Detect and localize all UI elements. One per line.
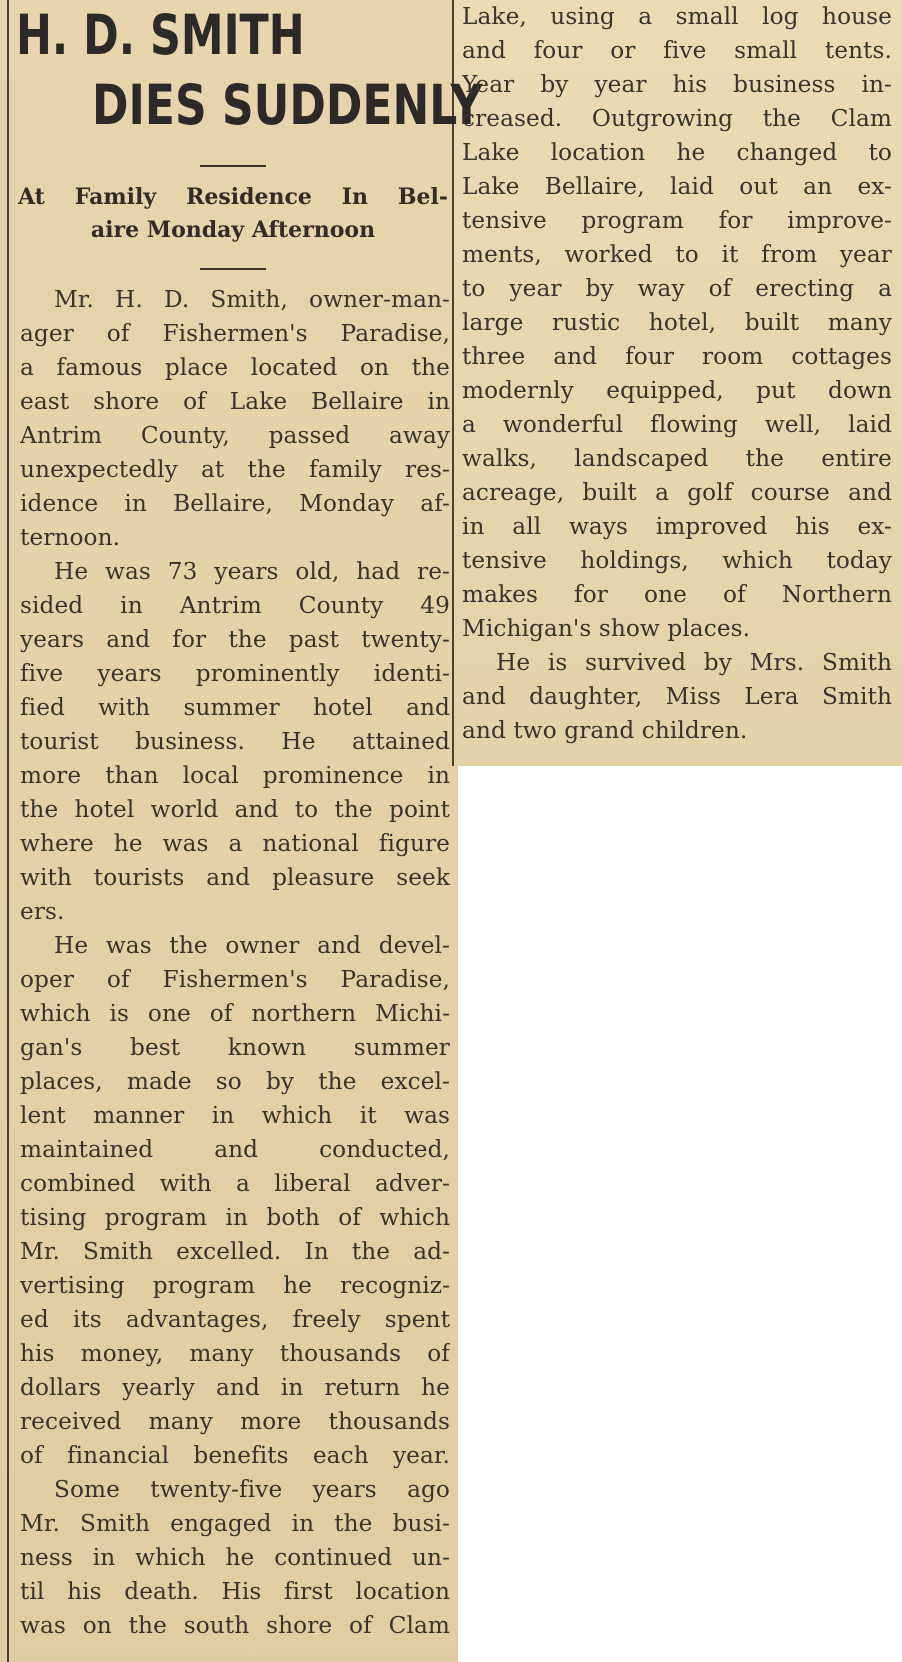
text-line: places, made so by the excel- bbox=[20, 1068, 450, 1095]
text-line: tourist business. He attained bbox=[20, 728, 450, 755]
text-line: walks, landscaped the entire bbox=[462, 445, 892, 472]
divider-rule bbox=[200, 268, 266, 270]
text-line: maintained and conducted, bbox=[20, 1136, 450, 1163]
text-line: ers. bbox=[20, 898, 65, 925]
text-line: the hotel world and to the point bbox=[20, 796, 450, 823]
text-line: makes for one of Northern bbox=[462, 581, 892, 608]
text-line: He was the owner and devel- bbox=[54, 932, 450, 959]
text-line: in all ways improved his ex- bbox=[462, 513, 892, 540]
text-line: He was 73 years old, had re- bbox=[54, 558, 450, 585]
text-line: his money, many thousands of bbox=[20, 1340, 450, 1367]
headline-line-2: DIES SUDDENLY bbox=[92, 73, 483, 137]
text-line: ager of Fishermen's Paradise, bbox=[20, 320, 450, 347]
text-line: and two grand children. bbox=[462, 717, 748, 744]
text-line: large rustic hotel, built many bbox=[462, 309, 892, 336]
text-line: acreage, built a golf course and bbox=[462, 479, 892, 506]
text-line: tising program in both of which bbox=[20, 1204, 450, 1231]
text-line: unexpectedly at the family res- bbox=[20, 456, 450, 483]
text-line: Mr. Smith excelled. In the ad- bbox=[20, 1238, 450, 1265]
text-line: was on the south shore of Clam bbox=[20, 1612, 450, 1639]
text-line: received many more thousands bbox=[20, 1408, 450, 1435]
subheadline bbox=[18, 181, 448, 247]
text-line: Antrim County, passed away bbox=[20, 422, 450, 449]
text-line: sided in Antrim County 49 bbox=[20, 592, 450, 619]
article-body-left bbox=[20, 283, 450, 1643]
text-line: ternoon. bbox=[20, 524, 121, 551]
text-line: til his death. His first location bbox=[20, 1578, 450, 1605]
headline-line-1: H. D. SMITH bbox=[16, 3, 305, 67]
text-line: creased. Outgrowing the Clam bbox=[462, 105, 892, 132]
text-line: of financial benefits each year. bbox=[20, 1442, 450, 1469]
text-line: Some twenty-five years ago bbox=[54, 1476, 450, 1503]
text-line: more than local prominence in bbox=[20, 762, 450, 789]
text-line: east shore of Lake Bellaire in bbox=[20, 388, 450, 415]
text-line: years and for the past twenty- bbox=[20, 626, 450, 653]
subheadline-line-2: aire Monday Afternoon bbox=[90, 217, 376, 243]
column-rule-left bbox=[7, 0, 9, 1662]
text-line: Lake, using a small log house bbox=[462, 3, 892, 30]
text-line: to year by way of erecting a bbox=[462, 275, 892, 302]
text-line: Michigan's show places. bbox=[462, 615, 751, 642]
text-line: dollars yearly and in return he bbox=[20, 1374, 450, 1401]
text-line: a famous place located on the bbox=[20, 354, 450, 381]
divider-rule bbox=[200, 165, 266, 167]
text-line: Mr. H. D. Smith, owner-man- bbox=[54, 286, 450, 313]
text-line: lent manner in which it was bbox=[20, 1102, 450, 1129]
text-line: modernly equipped, put down bbox=[462, 377, 892, 404]
text-line: with tourists and pleasure seek bbox=[20, 864, 450, 891]
text-line: ness in which he continued un- bbox=[20, 1544, 450, 1571]
text-line: and four or five small tents. bbox=[462, 37, 892, 64]
text-line: Lake location he changed to bbox=[462, 139, 892, 166]
text-line: Year by year his business in- bbox=[462, 71, 892, 98]
text-line: and daughter, Miss Lera Smith bbox=[462, 683, 892, 710]
text-line: five years prominently identi- bbox=[20, 660, 450, 687]
text-line: combined with a liberal adver- bbox=[20, 1170, 450, 1197]
text-line: idence in Bellaire, Monday af- bbox=[20, 490, 450, 517]
text-line: Mr. Smith engaged in the busi- bbox=[20, 1510, 450, 1537]
text-line: tensive holdings, which today bbox=[462, 547, 892, 574]
text-line: tensive program for improve- bbox=[462, 207, 892, 234]
text-line: three and four room cottages bbox=[462, 343, 892, 370]
text-line: a wonderful flowing well, laid bbox=[462, 411, 892, 438]
text-line: oper of Fishermen's Paradise, bbox=[20, 966, 450, 993]
text-line: ments, worked to it from year bbox=[462, 241, 892, 268]
subheadline-line-1: At Family Residence In Bel- bbox=[18, 184, 448, 210]
text-line: which is one of northern Michi- bbox=[20, 1000, 450, 1027]
text-line: gan's best known summer bbox=[20, 1034, 450, 1061]
text-line: fied with summer hotel and bbox=[20, 694, 450, 721]
text-line: He is survived by Mrs. Smith bbox=[496, 649, 892, 676]
article-body-right bbox=[462, 0, 892, 748]
text-line: vertising program he recogniz- bbox=[20, 1272, 450, 1299]
text-line: ed its advantages, freely spent bbox=[20, 1306, 450, 1333]
text-line: where he was a national figure bbox=[20, 830, 450, 857]
text-line: Lake Bellaire, laid out an ex- bbox=[462, 173, 892, 200]
